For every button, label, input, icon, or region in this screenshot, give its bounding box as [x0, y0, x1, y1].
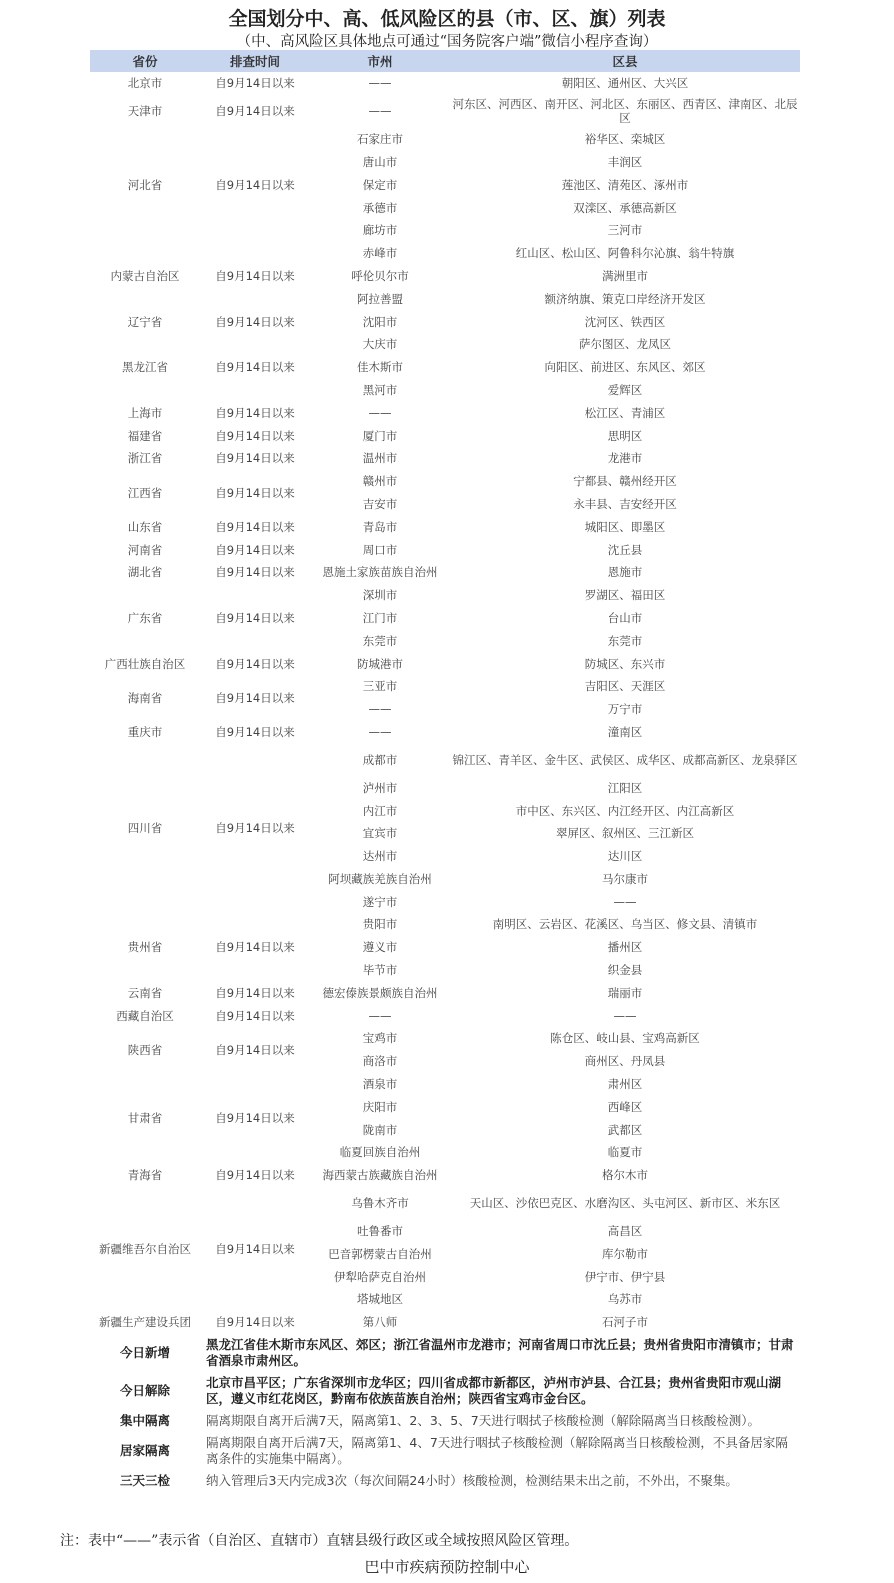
city-cell: 赤峰市	[362, 246, 398, 261]
summary-text: 北京市昌平区；广东省深圳市龙华区；四川省成都市新都区，泸州市泸县、合江县；贵州省贵阳市观山湖区，遵义市红花岗区，黔南布依族苗族自治州；陕西省宝鸡市金台区。	[206, 1374, 782, 1406]
province-cell: 上海市	[127, 405, 163, 420]
table-row	[90, 447, 800, 470]
district-cell: 三河市	[607, 223, 643, 238]
city-cell: 成都市	[362, 752, 398, 767]
time-cell: 自9月14日以来	[215, 1241, 295, 1256]
summary-row	[90, 1432, 800, 1470]
district-cell: 伊宁市、伊宁县	[584, 1269, 666, 1284]
city-cell: 海西蒙古族藏族自治州	[322, 1168, 438, 1183]
district-cell: 临夏市	[607, 1145, 643, 1160]
table-row	[90, 721, 800, 744]
summary-row	[90, 1372, 800, 1410]
province-cell: 海南省	[127, 690, 163, 705]
city-cell: 防城港市	[357, 656, 403, 671]
province-cell: 云南省	[127, 985, 163, 1000]
province-cell: 新疆生产建设兵团	[99, 1315, 191, 1330]
table-row	[90, 515, 800, 538]
table-body	[90, 72, 800, 1334]
province-cell: 甘肃省	[127, 1111, 163, 1126]
district-cell: 江阳区	[607, 780, 643, 795]
district-cell: 高昌区	[607, 1224, 643, 1239]
province-cell: 广东省	[127, 610, 163, 625]
summary-label: 居家隔离	[119, 1442, 170, 1458]
city-cell: 江门市	[362, 610, 398, 625]
district-cell: 龙港市	[607, 451, 643, 466]
city-cell: 石家庄市	[357, 132, 403, 147]
table-row	[90, 675, 800, 698]
time-cell: 自9月14日以来	[215, 104, 295, 119]
city-cell: ——	[368, 104, 392, 119]
table-row	[90, 310, 800, 333]
district-cell: 潼南区	[607, 724, 643, 739]
city-cell: 临夏回族自治州	[339, 1145, 421, 1160]
time-cell: 自9月14日以来	[215, 985, 295, 1000]
district-cell: 陈仓区、岐山县、宝鸡高新区	[550, 1031, 700, 1046]
summary-row	[90, 1470, 800, 1492]
province-cell: 四川省	[127, 821, 163, 836]
time-cell: 自9月14日以来	[215, 656, 295, 671]
province-cell: 天津市	[127, 104, 163, 119]
city-cell: 周口市	[362, 542, 398, 557]
table-note: 注：表中“——”表示省（自治区、直辖市）直辖县级行政区或全域按照风险区管理。	[60, 1533, 579, 1549]
time-cell: 自9月14日以来	[215, 76, 295, 91]
time-cell: 自9月14日以来	[215, 1315, 295, 1330]
city-cell: ——	[368, 702, 392, 717]
summary-text: 隔离期限自离开后满7天，隔离第1、2、3、5、7天进行咽拭子核酸检测（解除隔离当日核酸检测）。	[206, 1412, 760, 1428]
district-cell: 库尔勒市	[602, 1246, 648, 1261]
city-cell: 伊犁哈萨克自治州	[334, 1269, 426, 1284]
district-cell: 商州区、丹凤县	[584, 1054, 666, 1069]
table-row	[90, 584, 800, 607]
time-cell: 自9月14日以来	[215, 610, 295, 625]
province-cell: 辽宁省	[127, 314, 163, 329]
district-cell: 松江区、青浦区	[584, 405, 666, 420]
issuer-footer: 巴中市疾病预防控制中心	[364, 1558, 530, 1576]
city-cell: 吐鲁番市	[357, 1224, 403, 1239]
province-cell: 河南省	[127, 542, 163, 557]
province-cell: 黑龙江省	[122, 360, 168, 375]
province-cell: 广西壮族自治区	[104, 656, 186, 671]
time-cell: 自9月14日以来	[215, 1042, 295, 1057]
district-cell: 播州区	[607, 940, 643, 955]
district-cell: 马尔康市	[602, 871, 648, 886]
district-cell: 萨尔图区、龙凤区	[579, 337, 671, 352]
district-cell: 南明区、云岩区、花溪区、乌当区、修文县、清镇市	[492, 917, 758, 932]
city-cell: 酒泉市	[362, 1077, 398, 1092]
district-cell: 翠屏区、叙州区、三江新区	[556, 826, 694, 841]
district-cell: 满洲里市	[602, 268, 648, 283]
time-cell: 自9月14日以来	[215, 940, 295, 955]
city-cell: 呼伦贝尔市	[351, 268, 409, 283]
city-cell: 青岛市	[362, 519, 398, 534]
city-cell: 遵义市	[362, 940, 398, 955]
city-cell: 厦门市	[362, 428, 398, 443]
time-cell: 自9月14日以来	[215, 519, 295, 534]
city-cell: 唐山市	[362, 154, 398, 169]
city-cell: ——	[368, 76, 392, 91]
province-cell: 福建省	[127, 428, 163, 443]
header-time: 排查时间	[200, 50, 310, 72]
city-cell: 深圳市	[362, 588, 398, 603]
district-cell: 西峰区	[607, 1099, 643, 1114]
district-cell: 达川区	[607, 849, 643, 864]
summary-label: 今日新增	[119, 1344, 170, 1360]
district-cell: 红山区、松山区、阿鲁科尔沁旗、翁牛特旗	[515, 246, 735, 261]
city-cell: 阿坝藏族羌族自治州	[328, 871, 432, 886]
table-row	[90, 401, 800, 424]
time-cell: 自9月14日以来	[215, 565, 295, 580]
city-cell: 塔城地区	[357, 1292, 403, 1307]
district-cell: 万宁市	[607, 702, 643, 717]
city-cell: 沈阳市	[362, 314, 398, 329]
district-cell: 肃州区	[607, 1077, 643, 1092]
province-cell: 河北省	[127, 177, 163, 192]
city-cell: 阿拉善盟	[357, 291, 403, 306]
district-cell: 吉阳区、天涯区	[584, 679, 666, 694]
city-cell: 巴音郭楞蒙古自治州	[328, 1246, 432, 1261]
district-cell: 额济纳旗、策克口岸经济开发区	[544, 291, 706, 306]
district-cell: 恩施市	[607, 565, 643, 580]
table-row	[90, 913, 800, 936]
city-cell: 廊坊市	[362, 223, 398, 238]
table-row	[90, 538, 800, 561]
city-cell: 承德市	[362, 200, 398, 215]
city-cell: ——	[368, 724, 392, 739]
time-cell: 自9月14日以来	[215, 1168, 295, 1183]
summary-label: 今日解除	[119, 1382, 170, 1398]
city-cell: 庆阳市	[362, 1099, 398, 1114]
province-cell: 湖北省	[127, 565, 163, 580]
province-cell: 新疆维吾尔自治区	[99, 1241, 191, 1256]
table-row	[90, 1187, 800, 1220]
table-row	[90, 743, 800, 776]
city-cell: 泸州市	[362, 780, 398, 795]
district-cell: 织金县	[607, 963, 643, 978]
summary-text: 黑龙江省佳木斯市东风区、郊区；浙江省温州市龙港市；河南省周口市沈丘县；贵州省贵阳市清镇市；甘肃省酒泉市肃州区。	[206, 1336, 794, 1368]
district-cell: 裕华区、栾城区	[584, 132, 666, 147]
district-cell: 乌苏市	[607, 1292, 643, 1307]
city-cell: 商洛市	[362, 1054, 398, 1069]
table-row	[90, 242, 800, 265]
province-cell: 内蒙古自治区	[110, 268, 180, 283]
table-row	[90, 95, 800, 128]
district-cell: 思明区	[607, 428, 643, 443]
city-cell: 德宏傣族景颇族自治州	[322, 985, 438, 1000]
table-header-row	[90, 50, 800, 72]
district-cell: 城阳区、即墨区	[584, 519, 666, 534]
city-cell: 佳木斯市	[357, 360, 403, 375]
city-cell: ——	[368, 405, 392, 420]
city-cell: 宜宾市	[362, 826, 398, 841]
district-cell: 防城区、东兴市	[584, 656, 666, 671]
district-cell: 瑞丽市	[607, 985, 643, 1000]
district-cell: 莲池区、清苑区、涿州市	[561, 177, 689, 192]
table-row	[90, 1027, 800, 1050]
district-cell: 东莞市	[607, 633, 643, 648]
district-cell: 石河子市	[602, 1315, 648, 1330]
district-cell: 格尔木市	[602, 1168, 648, 1183]
province-cell: 陕西省	[127, 1042, 163, 1057]
summary-text: 纳入管理后3天内完成3次（每次间隔24小时）核酸检测，检测结果未出之前，不外出，不聚集。	[206, 1472, 738, 1488]
table-row	[90, 470, 800, 493]
summary-row	[90, 1334, 800, 1372]
district-cell: 宁都县、赣州经开区	[573, 474, 677, 489]
summary-text: 隔离期限自离开后满7天，隔离第1、4、7天进行咽拭子核酸检测（解除隔离当日核酸检测，不具备居家隔离条件的实施集中隔离）。	[206, 1434, 788, 1466]
time-cell: 自9月14日以来	[215, 821, 295, 836]
province-cell: 北京市	[127, 76, 163, 91]
table-row	[90, 1311, 800, 1334]
district-cell: 永丰县、吉安经开区	[573, 496, 677, 511]
city-cell: 内江市	[362, 803, 398, 818]
district-cell: 罗湖区、福田区	[584, 588, 666, 603]
district-cell: 台山市	[607, 610, 643, 625]
province-cell: 贵州省	[127, 940, 163, 955]
province-cell: 重庆市	[127, 724, 163, 739]
district-cell: 沈丘县	[607, 542, 643, 557]
time-cell: 自9月14日以来	[215, 724, 295, 739]
district-cell: 河东区、河西区、南开区、河北区、东丽区、西青区、津南区、北辰区	[452, 97, 798, 126]
district-cell: 向阳区、前进区、东风区、郊区	[544, 360, 706, 375]
city-cell: 三亚市	[362, 679, 398, 694]
table-row	[90, 1164, 800, 1187]
header-city: 市州	[310, 50, 450, 72]
city-cell: 遂宁市	[362, 894, 398, 909]
city-cell: 东莞市	[362, 633, 398, 648]
province-cell: 山东省	[127, 519, 163, 534]
time-cell: 自9月14日以来	[215, 451, 295, 466]
city-cell: 黑河市	[362, 382, 398, 397]
city-cell: 温州市	[362, 451, 398, 466]
district-cell: 市中区、东兴区、内江经开区、内江高新区	[515, 803, 735, 818]
city-cell: 毕节市	[362, 963, 398, 978]
time-cell: 自9月14日以来	[215, 1111, 295, 1126]
city-cell: ——	[368, 1008, 392, 1023]
city-cell: 赣州市	[362, 474, 398, 489]
table-row	[90, 424, 800, 447]
district-cell: 沈河区、铁西区	[584, 314, 666, 329]
table-row	[90, 561, 800, 584]
city-cell: 达州市	[362, 849, 398, 864]
table-row	[90, 1073, 800, 1096]
table-row	[90, 72, 800, 95]
summary-section	[90, 1334, 800, 1492]
time-cell: 自9月14日以来	[215, 405, 295, 420]
district-cell: ——	[613, 894, 637, 909]
province-cell: 西藏自治区	[116, 1008, 174, 1023]
district-cell: 朝阳区、通州区、大兴区	[561, 76, 689, 91]
page-title: 全国划分中、高、低风险区的县（市、区、旗）列表	[228, 8, 666, 30]
summary-label: 三天三检	[119, 1472, 170, 1488]
province-cell: 江西省	[127, 485, 163, 500]
time-cell: 自9月14日以来	[215, 177, 295, 192]
table-row	[90, 128, 800, 151]
time-cell: 自9月14日以来	[215, 690, 295, 705]
province-cell: 浙江省	[127, 451, 163, 466]
city-cell: 吉安市	[362, 496, 398, 511]
table-row	[90, 333, 800, 356]
time-cell: 自9月14日以来	[215, 360, 295, 375]
district-cell: 爱辉区	[607, 382, 643, 397]
time-cell: 自9月14日以来	[215, 485, 295, 500]
province-cell: 青海省	[127, 1168, 163, 1183]
district-cell: ——	[613, 1008, 637, 1023]
header-district: 区县	[450, 50, 800, 72]
table-row	[90, 1004, 800, 1027]
district-cell: 武都区	[607, 1122, 643, 1137]
district-cell: 锦江区、青羊区、金牛区、武侯区、成华区、成都高新区、龙泉驿区	[452, 752, 798, 767]
time-cell: 自9月14日以来	[215, 542, 295, 557]
risk-area-table	[90, 50, 800, 1492]
time-cell: 自9月14日以来	[215, 314, 295, 329]
city-cell: 第八师	[362, 1315, 398, 1330]
time-cell: 自9月14日以来	[215, 268, 295, 283]
city-cell: 贵阳市	[362, 917, 398, 932]
time-cell: 自9月14日以来	[215, 428, 295, 443]
district-cell: 双滦区、承德高新区	[573, 200, 677, 215]
table-row	[90, 981, 800, 1004]
table-row	[90, 652, 800, 675]
city-cell: 陇南市	[362, 1122, 398, 1137]
district-cell: 天山区、沙依巴克区、水磨沟区、头屯河区、新市区、米东区	[469, 1196, 781, 1211]
page-subtitle: （中、高风险区具体地点可通过“国务院客户端”微信小程序查询）	[236, 34, 658, 50]
header-province: 省份	[90, 50, 200, 72]
city-cell: 恩施土家族苗族自治州	[322, 565, 438, 580]
city-cell: 乌鲁木齐市	[351, 1196, 409, 1211]
city-cell: 大庆市	[362, 337, 398, 352]
city-cell: 宝鸡市	[362, 1031, 398, 1046]
city-cell: 保定市	[362, 177, 398, 192]
summary-row	[90, 1410, 800, 1432]
time-cell: 自9月14日以来	[215, 1008, 295, 1023]
district-cell: 丰润区	[607, 154, 643, 169]
summary-label: 集中隔离	[119, 1412, 170, 1428]
